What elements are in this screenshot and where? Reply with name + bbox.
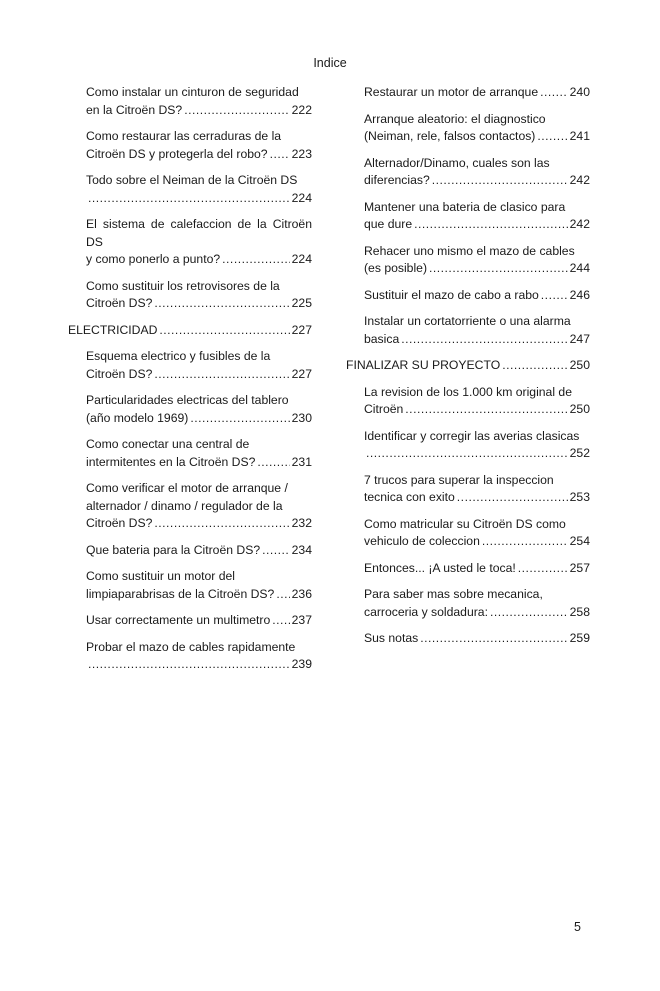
toc-entry[interactable] bbox=[68, 84, 312, 119]
toc-page-number: 231 bbox=[291, 454, 312, 469]
toc-entry-text: Alternador/Dinamo, cuales son las bbox=[364, 155, 550, 170]
toc-page-number: 227 bbox=[291, 366, 312, 381]
dot-leader bbox=[541, 287, 568, 305]
toc-entry[interactable] bbox=[346, 630, 590, 648]
toc-entry[interactable] bbox=[346, 428, 590, 463]
dot-leader bbox=[262, 542, 290, 560]
dot-leader bbox=[88, 190, 290, 208]
toc-section-heading[interactable] bbox=[346, 357, 590, 375]
toc-page-number: 253 bbox=[569, 490, 590, 504]
dot-leader bbox=[276, 586, 289, 604]
toc-entry[interactable] bbox=[68, 480, 312, 533]
toc-entry-last-line: Citroën bbox=[364, 402, 404, 416]
toc-entry[interactable] bbox=[68, 542, 312, 560]
toc-entry[interactable] bbox=[68, 216, 312, 269]
dot-leader bbox=[366, 445, 568, 463]
toc-entry-text: Particularidades electricas del tablero bbox=[86, 393, 289, 407]
dot-leader bbox=[270, 146, 290, 164]
toc-page-number: 254 bbox=[569, 534, 590, 548]
toc-page-number: 258 bbox=[569, 604, 590, 619]
toc-entry-last-line: Sustituir el mazo de cabo a rabo bbox=[364, 287, 539, 302]
toc-left-column bbox=[68, 84, 312, 683]
toc-entry-text: Rehacer uno mismo el mazo de cables bbox=[364, 243, 575, 258]
toc-entry-last-line: (es posible) bbox=[364, 261, 427, 275]
toc-page-number: 242 bbox=[569, 217, 590, 231]
toc-entry-text: Arranque aleatorio: el diagnostico bbox=[364, 111, 546, 126]
toc-page-number: 257 bbox=[569, 560, 590, 575]
toc-entry-last-line: tecnica con exito bbox=[364, 490, 455, 504]
toc-entry-text: Esquema electrico y fusibles de la bbox=[86, 349, 271, 363]
toc-entry-last-line: Restaurar un motor de arranque bbox=[364, 85, 539, 99]
toc-entry-last-line: Citroën DS? bbox=[86, 516, 153, 530]
dot-leader bbox=[457, 489, 568, 507]
dot-leader bbox=[88, 656, 290, 674]
toc-entry-last-line: basica bbox=[364, 331, 400, 346]
toc-entry-last-line: Citroën DS? bbox=[86, 296, 153, 310]
dot-leader bbox=[154, 515, 289, 533]
toc-entry-last-line: que dure bbox=[364, 217, 413, 231]
toc-entry[interactable] bbox=[346, 384, 590, 419]
toc-entry[interactable] bbox=[68, 128, 312, 163]
dot-leader bbox=[222, 251, 290, 269]
toc-entry-last-line: limpiaparabrisas de la Citroën DS? bbox=[86, 586, 275, 601]
toc-entry[interactable] bbox=[346, 111, 590, 146]
dot-leader bbox=[414, 216, 568, 234]
toc-entry-text: Como conectar una central de bbox=[86, 437, 250, 451]
dot-leader bbox=[429, 260, 568, 278]
toc-page-number: 224 bbox=[291, 252, 312, 266]
dot-leader bbox=[432, 172, 568, 190]
toc-entry-text: El sistema de calefaccion de la Citroën DS bbox=[86, 217, 312, 249]
toc-entry-text: La revision de los 1.000 km original de bbox=[364, 384, 572, 399]
toc-entry-last-line: (Neiman, rele, falsos contactos) bbox=[364, 129, 536, 143]
toc-page-number: 227 bbox=[291, 322, 312, 337]
dot-leader bbox=[272, 612, 289, 630]
toc-page-number: 252 bbox=[569, 446, 590, 460]
page-number: 5 bbox=[574, 920, 581, 934]
toc-entry[interactable] bbox=[68, 392, 312, 427]
dot-leader bbox=[401, 331, 567, 349]
toc-entry[interactable] bbox=[68, 172, 312, 207]
toc-page-number: 250 bbox=[569, 402, 590, 416]
toc-page-number: 244 bbox=[569, 261, 590, 275]
toc-entry-text: Mantener una bateria de clasico para bbox=[364, 199, 566, 214]
toc-page-number: 230 bbox=[291, 410, 312, 425]
dot-leader bbox=[537, 128, 567, 146]
dot-leader bbox=[405, 401, 567, 419]
toc-entry-text: Como instalar un cinturon de seguridad bbox=[86, 85, 299, 99]
toc-entry-text: Como sustituir los retrovisores de la bbox=[86, 278, 280, 293]
toc-page-number: 236 bbox=[291, 586, 312, 601]
toc-page-number: 234 bbox=[291, 542, 312, 557]
dot-leader bbox=[154, 295, 289, 313]
toc-entry[interactable] bbox=[68, 639, 312, 674]
toc-page-number: 241 bbox=[569, 129, 590, 143]
toc-entry[interactable] bbox=[68, 348, 312, 383]
toc-entry[interactable] bbox=[68, 278, 312, 313]
toc-entry-text: 7 trucos para superar la inspeccion bbox=[364, 472, 554, 487]
toc-entry-text: Como restaurar las cerraduras de la bbox=[86, 129, 282, 143]
toc-page-number: 242 bbox=[569, 173, 590, 187]
toc-page-number: 246 bbox=[569, 287, 590, 302]
toc-entry-last-line: en la Citroën DS? bbox=[86, 102, 183, 117]
toc-page-number: 259 bbox=[569, 631, 590, 645]
toc-entry[interactable] bbox=[346, 199, 590, 234]
dot-leader bbox=[190, 410, 289, 428]
toc-entry[interactable] bbox=[346, 472, 590, 507]
toc-entry-last-line: ELECTRICIDAD bbox=[68, 322, 158, 337]
toc-entry-text: Instalar un cortatorriente o una alarma bbox=[364, 314, 571, 328]
toc-entry-last-line: Usar correctamente un multimetro bbox=[86, 613, 271, 627]
toc-entry[interactable] bbox=[68, 612, 312, 630]
toc-page-number: 224 bbox=[291, 190, 312, 205]
toc-entry[interactable] bbox=[346, 243, 590, 278]
dot-leader bbox=[420, 630, 567, 648]
toc-entry[interactable] bbox=[346, 155, 590, 190]
dot-leader bbox=[482, 533, 568, 551]
page-header bbox=[0, 56, 660, 70]
toc-page-number: 240 bbox=[569, 85, 590, 99]
toc-entry-text: Identificar y corregir las averias clasicas bbox=[364, 428, 580, 443]
toc-entry-last-line: diferencias? bbox=[364, 173, 430, 187]
toc-entry[interactable] bbox=[346, 586, 590, 621]
toc-entry-text: Para saber mas sobre mecanica, bbox=[364, 587, 543, 601]
dot-leader bbox=[159, 322, 289, 340]
toc-entry-last-line: vehiculo de coleccion bbox=[364, 534, 480, 548]
toc-entry-last-line: y como ponerlo a punto? bbox=[86, 252, 221, 266]
toc-page-number: 237 bbox=[291, 613, 312, 627]
toc-entry-text: Como matricular su Citroën DS como bbox=[364, 516, 566, 531]
toc-entry-last-line: Citroën DS? bbox=[86, 366, 153, 381]
toc-entry[interactable] bbox=[68, 436, 312, 471]
dot-leader bbox=[154, 366, 289, 384]
toc-page-number: 239 bbox=[291, 657, 312, 671]
toc-entry-last-line: intermitentes en la Citroën DS? bbox=[86, 454, 256, 469]
toc-entry[interactable] bbox=[346, 516, 590, 551]
toc-entry[interactable] bbox=[346, 560, 590, 578]
toc-entry-text: alternador / dinamo / regulador de la bbox=[86, 498, 283, 513]
header-title: Indice bbox=[313, 56, 347, 70]
dot-leader bbox=[257, 454, 289, 472]
toc-entry-last-line: FINALIZAR SU PROYECTO bbox=[346, 358, 501, 372]
dot-leader bbox=[502, 357, 567, 375]
dot-leader bbox=[540, 84, 568, 102]
toc-entry[interactable] bbox=[68, 568, 312, 603]
toc-page-number: 247 bbox=[569, 331, 590, 346]
toc-entry-text: Probar el mazo de cables rapidamente bbox=[86, 639, 296, 654]
toc-page-number: 250 bbox=[569, 358, 590, 372]
toc-right-column bbox=[346, 84, 590, 657]
dot-leader bbox=[490, 604, 568, 622]
toc-entry[interactable] bbox=[346, 287, 590, 305]
dot-leader bbox=[184, 102, 289, 120]
dot-leader bbox=[518, 560, 568, 578]
toc-entry-text: Como sustituir un motor del bbox=[86, 569, 236, 583]
toc-entry[interactable] bbox=[346, 84, 590, 102]
toc-entry-last-line: carroceria y soldadura: bbox=[364, 604, 488, 619]
toc-entry[interactable] bbox=[346, 313, 590, 348]
toc-page-number: 222 bbox=[291, 102, 312, 117]
toc-page-number: 225 bbox=[291, 296, 312, 310]
toc-section-heading[interactable] bbox=[68, 322, 312, 340]
toc-entry-last-line: (año modelo 1969) bbox=[86, 410, 189, 425]
toc-entry-last-line: Entonces... ¡A usted le toca! bbox=[364, 560, 516, 575]
toc-entry-last-line: Que bateria para la Citroën DS? bbox=[86, 542, 261, 557]
toc-page-number: 223 bbox=[291, 146, 312, 161]
toc-entry-text: Todo sobre el Neiman de la Citroën DS bbox=[86, 173, 298, 187]
toc-page-number: 232 bbox=[291, 516, 312, 530]
toc-entry-last-line: Citroën DS y protegerla del robo? bbox=[86, 146, 268, 161]
toc-entry-text: Como verificar el motor de arranque / bbox=[86, 481, 288, 495]
toc-entry-last-line: Sus notas bbox=[364, 631, 419, 645]
